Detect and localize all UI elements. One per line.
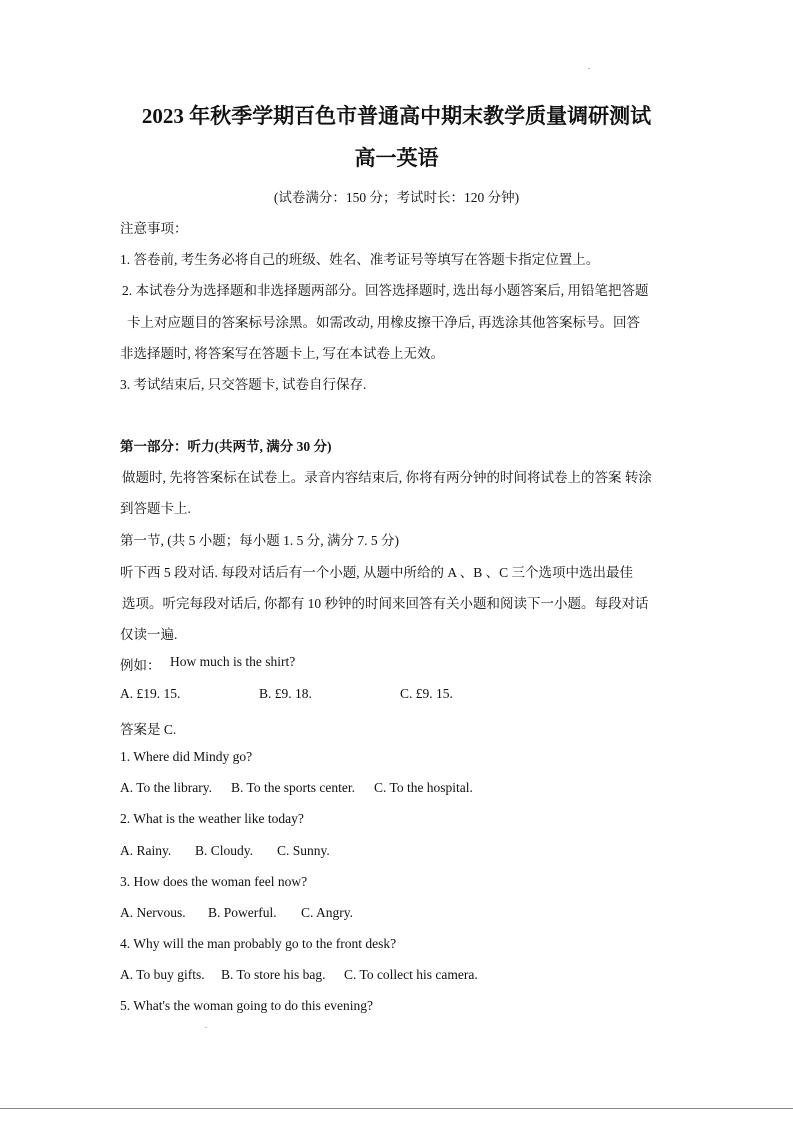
part1-intro-line-2: 到答题卡上.: [120, 501, 191, 516]
exam-title: 2023 年秋季学期百色市普通高中期末教学质量调研测试: [141, 104, 652, 128]
section1-instr-line-3: 仅读一遍.: [120, 627, 178, 642]
example-option-b: B. £9. 18.: [259, 686, 312, 701]
question-3-option-a: A. Nervous.: [120, 905, 186, 920]
note-item-2-line-3: 非选择题时, 将答案写在答题卡上, 写在本试卷上无效。: [120, 346, 444, 361]
question-2: 2. What is the weather like today?: [120, 811, 304, 826]
example-question: How much is the shirt?: [170, 654, 296, 669]
question-4: 4. Why will the man probably go to the front desk?: [120, 936, 397, 951]
part1-heading: 第一部分：听力(共两节, 满分 30 分): [120, 439, 332, 454]
example-option-a: A. £19. 15.: [120, 686, 181, 701]
question-1-option-c: C. To the hospital.: [374, 780, 473, 795]
page-bottom-rule: [0, 1108, 793, 1109]
question-3-option-c: C. Angry.: [301, 905, 354, 920]
note-item-1: 1. 答卷前, 考生务必将自己的班级、姓名、准考证号等填写在答题卡指定位置上。: [120, 252, 600, 267]
note-item-3: 3. 考试结束后, 只交答题卡, 试卷自行保存.: [120, 377, 367, 392]
question-1-option-a: A. To the library.: [120, 780, 213, 795]
example-label: 例如：: [120, 658, 161, 673]
section1-instr-line-2: 选项。听完每段对话后, 你都有 10 秒钟的时间来回答有关小题和阅读下一小题。每段对话: [122, 596, 649, 611]
exam-meta: (试卷满分：150 分；考试时长：120 分钟): [273, 190, 520, 205]
question-2-option-c: C. Sunny.: [277, 843, 330, 858]
question-5: 5. What's the woman going to do this evening?: [120, 998, 374, 1013]
question-2-option-b: B. Cloudy.: [195, 843, 254, 858]
question-4-option-c: C. To collect his camera.: [344, 967, 478, 982]
question-4-option-b: B. To store his bag.: [221, 967, 326, 982]
question-4-option-a: A. To buy gifts.: [120, 967, 205, 982]
section1-instr-line-1: 听下西 5 段对话. 每段对话后有一个小题, 从题中所给的 A 、B 、C 三个选项中选出最佳: [120, 565, 634, 580]
question-3: 3. How does the woman feel now?: [120, 874, 308, 889]
exam-subject: 高一英语: [354, 146, 439, 170]
scan-speck: [588, 68, 590, 69]
question-1-option-b: B. To the sports center.: [231, 780, 356, 795]
example-option-c: C. £9. 15.: [400, 686, 453, 701]
note-item-2-line-1: 2. 本试卷分为选择题和非选择题两部分。回答选择题时, 选出每小题答案后, 用铅笔把答题: [122, 283, 649, 298]
question-2-option-a: A. Rainy.: [120, 843, 172, 858]
question-3-option-b: B. Powerful.: [208, 905, 277, 920]
part1-intro-line-1: 做题时, 先将答案标在试卷上。录音内容结束后, 你将有两分钟的时间将试卷上的答案 转涂: [122, 470, 652, 485]
question-1: 1. Where did Mindy go?: [120, 749, 253, 764]
scan-speck: [205, 1027, 207, 1028]
note-item-2-line-2: 卡上对应题目的答案标号涂黑。如需改动, 用橡皮擦干净后, 再选涂其他答案标号。回答: [127, 315, 640, 330]
example-answer: 答案是 C.: [120, 722, 177, 737]
notes-heading: 注意事项：: [120, 221, 188, 236]
section1-heading: 第一节, (共 5 小题；每小题 1. 5 分, 满分 7. 5 分): [120, 533, 399, 548]
